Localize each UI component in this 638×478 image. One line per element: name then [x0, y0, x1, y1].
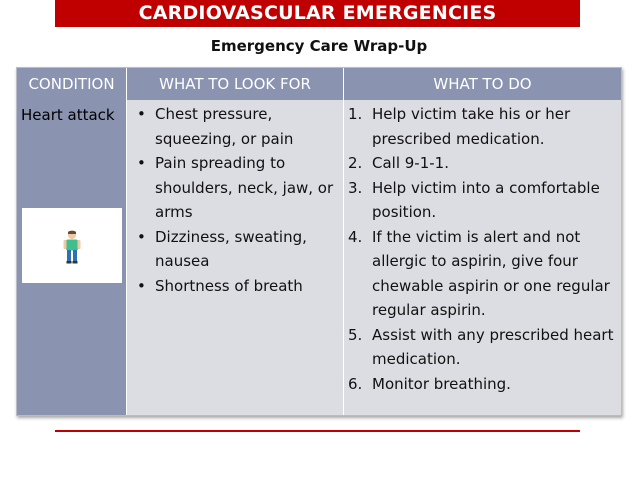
- bottom-divider: [55, 430, 580, 432]
- list-item: 6. Monitor breathing.: [348, 374, 511, 393]
- what-to-do-cell: [343, 100, 621, 415]
- column-header-condition: CONDITION: [17, 68, 126, 100]
- list-item: 2. Call 9-1-1.: [348, 154, 449, 172]
- page-title: CARDIOVASCULAR EMERGENCIES: [138, 2, 497, 24]
- list-item: • Chest pressure, squeezing, or pain: [135, 102, 340, 151]
- wrap-up-table: [16, 67, 622, 416]
- list-item: 5. Assist with any prescribed heart medication.: [348, 325, 614, 368]
- look-for-cell: [126, 100, 343, 415]
- list-item: • Shortness of breath: [135, 274, 340, 299]
- bullet-icon: •: [137, 227, 146, 246]
- bullet-icon: •: [137, 105, 146, 123]
- symptom-list: [135, 102, 340, 298]
- steps-list: [348, 102, 624, 396]
- list-item: • Dizziness, sweating, nausea: [135, 225, 340, 274]
- list-item: 3. Help victim into a comfortable position.: [348, 178, 600, 221]
- page-subtitle: Emergency Care Wrap-Up: [210, 37, 428, 55]
- list-item: • Pain spreading to shoulders, neck, jaw, or arms: [135, 151, 340, 225]
- column-header-look-for: WHAT TO LOOK FOR: [126, 68, 343, 100]
- condition-cell: [17, 100, 126, 415]
- list-item: 4. If the victim is alert and not allergic to aspirin, give four chewable aspirin or one regular regular aspirin.: [348, 227, 610, 319]
- title-bar: [55, 0, 580, 27]
- bullet-icon: •: [137, 276, 146, 295]
- figure-image: [22, 208, 122, 283]
- list-item: 1. Help victim take his or her prescribed medication.: [348, 105, 571, 148]
- condition-label: Heart attack: [21, 106, 115, 124]
- person-figure-icon: [62, 230, 82, 264]
- column-header-what-to-do: WHAT TO DO: [343, 68, 621, 100]
- bullet-icon: •: [137, 154, 146, 172]
